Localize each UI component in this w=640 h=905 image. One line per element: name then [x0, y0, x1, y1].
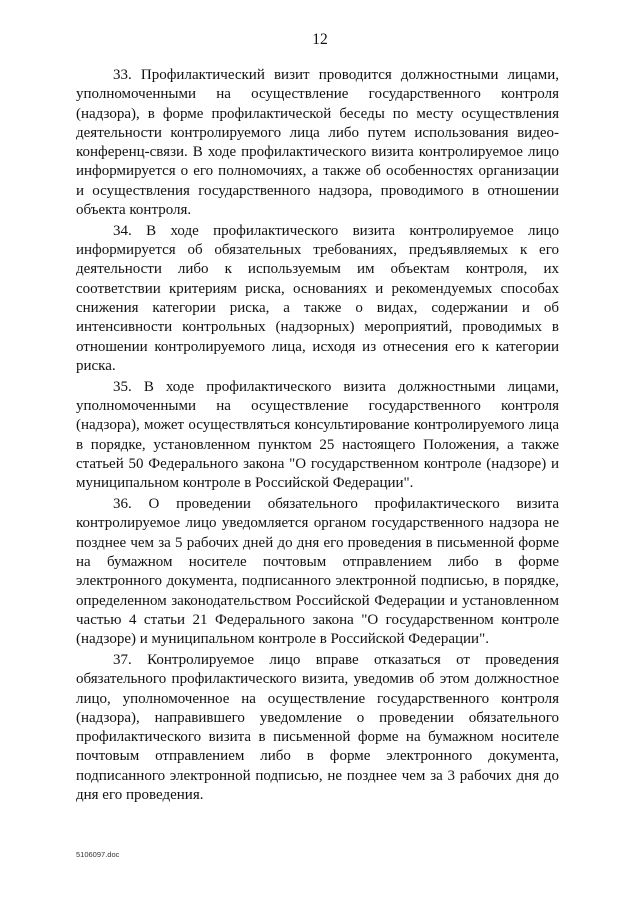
paragraph-36: 36. О проведении обязательного профилактического визита контролируемое лицо уведомляется органом государственного надзора не позднее чем за 5 рабочих дней до дня его проведения в письменной форме на бумажном носителе почтовым отправлением либо в форме электронного документа, подписанного электронной подписью, в порядке, определенном законодательством Российской Федерации и установленном частью 4 статьи 21 Федерального закона "О государственном контроле (надзоре) и муниципальном контроле в Российской Федерации".: [76, 496, 559, 648]
document-body: [76, 66, 559, 807]
paragraph-35: 35. В ходе профилактического визита должностными лицами, уполномоченными на осуществление государственного контроля (надзора), может осуществляться консультирование контролируемого лица в порядке, установленном пунктом 25 настоящего Положения, а также статьей 50 Федерального закона "О государственном контроле (надзоре) и муниципальном контроле в Российской Федерации".: [76, 378, 559, 492]
page-number: 12: [312, 31, 328, 48]
footer-filename: 5106097.doc: [76, 850, 120, 859]
paragraph-33: 33. Профилактический визит проводится должностными лицами, уполномоченными на осуществление государственного контроля (надзора), в форме профилактической беседы по месту осуществления деятельности контролируемого лица либо путем использования видео-конференц-связи. В ходе профилактического визита контролируемое лицо информируется о его полномочиях, а также об особенностях организации и осуществления государственного надзора, проводимого в отношении объекта контроля.: [76, 67, 559, 219]
paragraph-34: 34. В ходе профилактического визита контролируемое лицо информируется об обязательных требованиях, предъявляемых к его деятельности либо к используемым им объектам контроля, их соответствии критериям риска, основаниях и рекомендуемых способах снижения категории риска, а также о видах, содержании и об интенсивности контрольных (надзорных) мероприятий, проводимых в отношении контролируемого лица, исходя из отнесения его к категории риска.: [76, 222, 559, 374]
paragraph-37: 37. Контролируемое лицо вправе отказаться от проведения обязательного профилактического визита, уведомив об этом должностное лицо, уполномоченное на осуществление государственного контроля (надзора), направившего уведомление о проведении обязательного профилактического визита в письменной форме на бумажном носителе почтовым отправлением либо в форме электронного документа, подписанного электронной подписью, не позднее чем за 3 рабочих дня до дня его проведения.: [76, 651, 559, 803]
